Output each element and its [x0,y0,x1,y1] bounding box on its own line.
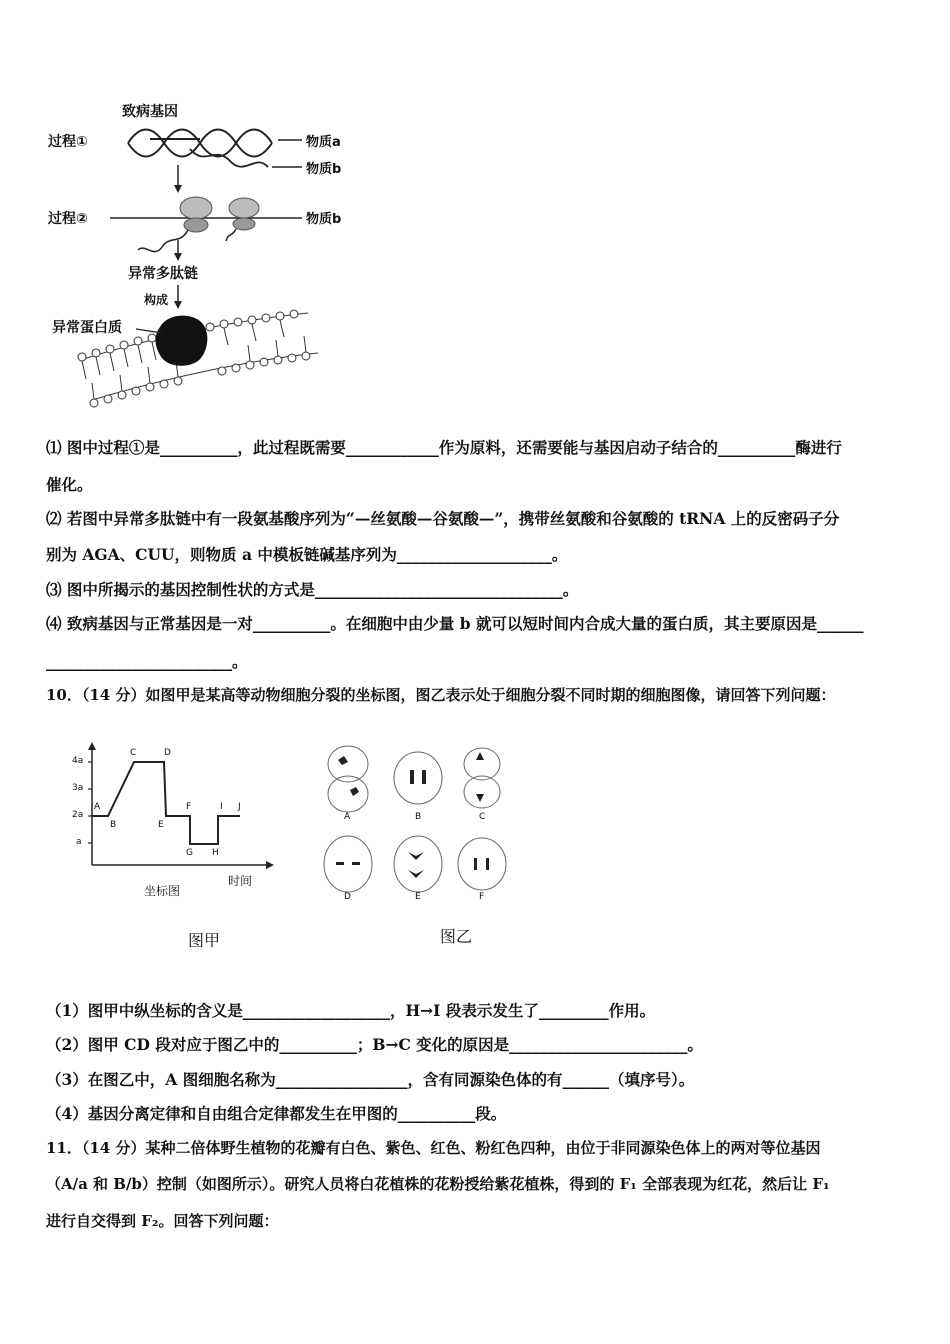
q10-stem: 10．（14 分）如图甲是某高等动物细胞分裂的坐标图，图乙表示处于细胞分裂不同时期的细胞图像，请回答下列问题： [46,686,836,704]
y-tick-a: a [76,837,82,847]
point-E: E [158,820,164,830]
point-A: A [94,802,101,812]
q10-sub4: （4）基因分离定律和自由组合定律都发生在甲图的__________段。 [46,1104,507,1123]
q11-line1: 11．（14 分）某种二倍体野生植物的花瓣有白色、紫色、红色、粉红色四种，由位于非同源染色体上的两对等位基因 [46,1139,821,1157]
cell-stage-diagrams [322,742,522,902]
abnormal-polypeptide-label: 异常多肽链 [128,266,198,282]
y-tick-4a: 4a [72,756,84,766]
constitutes-label: 构成 [144,293,169,307]
q11-line2: （A/a 和 B/b）控制（如图所示）。研究人员将白花植株的花粉授给紫花植株，得到的 F₁ 全部表现为红花，然后让 F₁ [46,1175,830,1193]
abnormal-protein-label: 异常蛋白质 [52,320,122,336]
cell-images-yi [322,742,522,952]
figure-jia-caption: 图甲 [188,931,221,950]
q9-part1-cont: 催化。 [46,475,93,494]
point-B: B [110,820,117,830]
cell-label-C: C [479,812,486,822]
cell-label-F: F [479,892,485,902]
process-1-label: 过程① [48,134,88,150]
point-F: F [186,802,192,812]
substance-b-label-2: 物质b [306,212,342,227]
gene-label: 致病基因 [122,104,178,120]
cell-label-E: E [415,892,421,902]
point-H: H [212,848,219,858]
point-C: C [130,748,137,758]
substance-b-label: 物质b [306,162,342,177]
cell-label-A: A [344,812,351,822]
point-G: G [186,848,193,858]
q9-part3: ⑶ 图中所揭示的基因控制性状的方式是________________________________。 [46,580,579,599]
x-axis-label: 时间 [228,874,253,888]
y-tick-2a: 2a [72,810,84,820]
q9-part2: ⑵ 若图中异常多肽链中有一段氨基酸序列为“—丝氨酸—谷氨酸—”，携带丝氨酸和谷氨酸的 tRNA 上的反密码子分 [46,509,840,528]
q11-line3: 进行自交得到 F₂。回答下列问题： [46,1212,279,1230]
q10-sub1: （1）图甲中纵坐标的含义是___________________，H→I 段表示发生了_________作用。 [46,1001,656,1020]
y-tick-3a: 3a [72,783,84,793]
q9-part1: ⑴ 图中过程①是__________，此过程既需要____________作为原料，还需要能与基因启动子结合的__________酶进行 [46,438,842,457]
point-D: D [164,748,171,758]
q10-sub3: （3）在图乙中，A 图细胞名称为_________________，含有同源染色体的有______（填序号）。 [46,1070,695,1089]
figure-yi-caption: 图乙 [440,927,473,946]
cell-label-B: B [415,812,422,822]
substance-a-label: 物质a [306,135,341,150]
process-2-label: 过程② [48,211,88,227]
graph-jia [60,740,280,955]
cell-label-D: D [344,892,351,902]
point-I: I [220,802,223,812]
q9-part4-cont: ________________________。 [46,652,248,671]
q10-sub2: （2）图甲 CD 段对应于图乙中的__________；B→C 变化的原因是_______________________。 [46,1035,703,1054]
chart-title: 坐标图 [144,884,181,898]
q9-part4: ⑷ 致病基因与正常基因是一对__________。在细胞中由少量 b 就可以短时间内合成大量的蛋白质，其主要原因是______ [46,614,864,633]
point-J: J [238,802,241,812]
gene-expression-figure [40,95,370,425]
q9-part2-cont: 别为 AGA、CUU，则物质 a 中模板链碱基序列为____________________。 [46,545,568,564]
